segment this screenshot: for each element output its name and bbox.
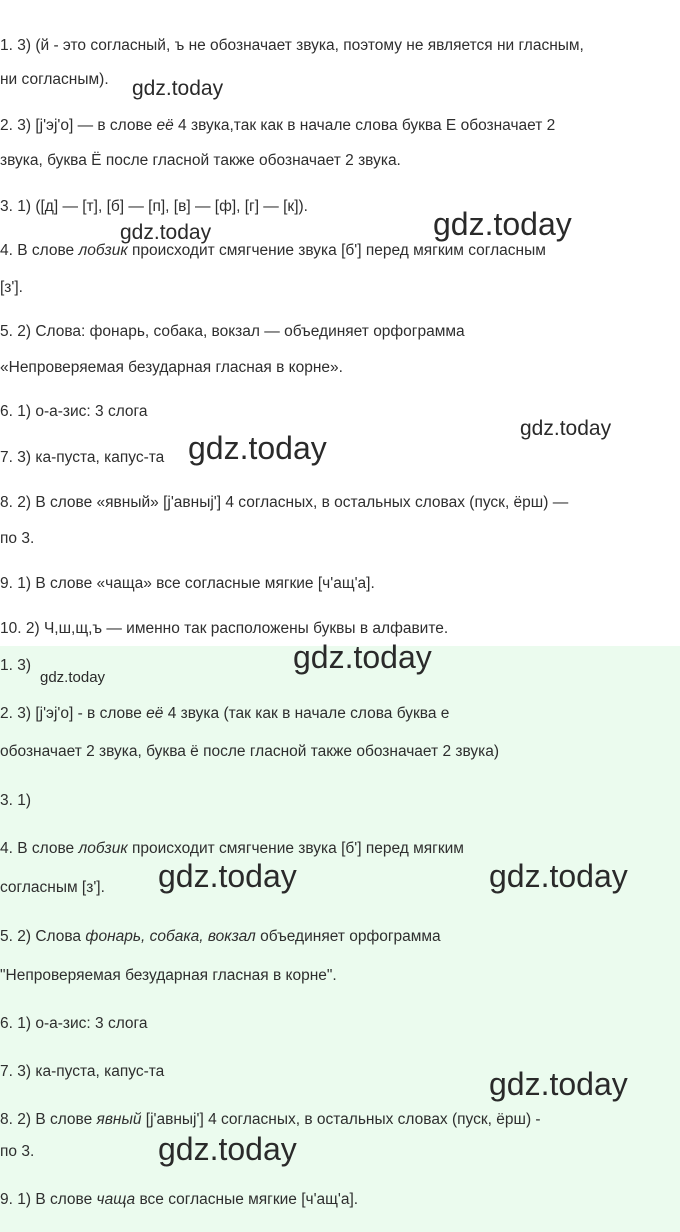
watermark: gdz.today (158, 1131, 297, 1167)
answer-2-line-2: обозначает 2 звука, буква ё после гласной также обозначает 2 звука) (0, 743, 500, 760)
answer-7-line-1: 7. 3) ка-пуста, капус-та (0, 449, 165, 466)
answer-2-line-1 (0, 116, 555, 136)
answer-1-line-1: 1. 3) (0, 657, 32, 674)
answer-5-line-1: 5. 2) Слова: фонарь, собака, вокзал — объединяет орфограмма (0, 323, 465, 340)
watermark: gdz.today (520, 417, 612, 440)
answer-4-line-2: [з']. (0, 279, 23, 296)
answer-9-text-a: 9. 1) В слове (0, 1191, 97, 1208)
answer-4-text-a: 4. В слове (0, 840, 79, 857)
answer-6-line-1: 6. 1) о-а-зис: 3 слога (0, 1015, 148, 1032)
answer-8-line-2: по 3. (0, 1143, 35, 1160)
answer-3-line-1: 3. 1) (0, 792, 32, 809)
answer-2-line-1 (0, 704, 449, 724)
answer-2-text-a: 2. 3) [j'эj'о] — в слове (0, 117, 157, 134)
answer-4-word-lobzik: лобзик (78, 242, 128, 259)
answer-3-line-1: 3. 1) ([д] — [т], [б] — [п], [в] — [ф], [г] — [к]). (0, 198, 308, 215)
answer-5-line-2: «Непроверяемая безударная гласная в корне». (0, 359, 343, 376)
answer-2-word-ee: её (146, 705, 164, 722)
answer-1-line-1: 1. 3) (й - это согласный, ъ не обозначает звука, поэтому не является ни гласным, (0, 37, 584, 54)
answer-5-line-1 (0, 927, 441, 947)
answer-10-line-1: 10. 2) Ч,ш,щ,ъ — именно так расположены буквы в алфавите. (0, 620, 449, 637)
answer-9-line-1 (0, 1190, 358, 1210)
answer-2-line-2: звука, буква Ё после гласной также обозначает 2 звука. (0, 152, 401, 169)
watermark: gdz.today (293, 639, 432, 675)
answer-4-text-a: 4. В слове (0, 242, 79, 259)
answer-8-word-yavny: явный (96, 1111, 142, 1128)
answer-5-words: фонарь, собака, вокзал (85, 928, 256, 945)
watermark: gdz.today (188, 430, 327, 466)
answer-9-word-chascha: чаща (96, 1191, 136, 1208)
answer-8-text-a: 8. 2) В слове (0, 1111, 97, 1128)
answer-5-text-b: объединяет орфограмма (255, 928, 441, 945)
watermark: gdz.today (433, 206, 572, 242)
answer-8-line-1: 8. 2) В слове «явный» [j'авныj'] 4 согласных, в остальных словах (пуск, ёрш) — (0, 494, 569, 511)
answer-5-line-2: "Непроверяемая безударная гласная в корне". (0, 967, 337, 984)
answer-4-text-b: происходит смягчение звука [б'] перед мягким (127, 840, 464, 857)
answer-8-line-1 (0, 1110, 541, 1130)
answer-6-line-1: 6. 1) о-а-зис: 3 слога (0, 403, 148, 420)
answer-7-line-1: 7. 3) ка-пуста, капус-та (0, 1063, 165, 1080)
answer-2-text-a: 2. 3) [j'эj'о] - в слове (0, 705, 147, 722)
watermark: gdz.today (158, 858, 297, 894)
answer-8-text-b: [j'авныj'] 4 согласных, в остальных словах (пуск, ёрш) - (141, 1111, 541, 1128)
answer-2-word-ee: её (156, 117, 174, 134)
answer-4-line-1 (0, 241, 546, 261)
answer-4-line-1 (0, 839, 464, 859)
watermark: gdz.today (489, 858, 628, 894)
answer-1-line-2: ни согласным). (0, 71, 109, 88)
answer-9-line-1: 9. 1) В слове «чаща» все согласные мягкие [ч'ащ'а]. (0, 575, 375, 592)
answer-4-line-2: согласным [з']. (0, 879, 105, 896)
watermark: gdz.today (40, 669, 106, 686)
watermark: gdz.today (132, 77, 224, 100)
answer-5-text-a: 5. 2) Слова (0, 928, 86, 945)
answer-9-text-b: все согласные мягкие [ч'ащ'а]. (135, 1191, 359, 1208)
answers-section-2 (0, 646, 680, 1232)
watermark: gdz.today (120, 221, 212, 244)
watermark: gdz.today (489, 1066, 628, 1102)
answer-8-line-2: по 3. (0, 530, 35, 547)
answer-2-text-b: 4 звука (так как в начале слова буква е (163, 705, 450, 722)
answer-4-text-b: происходит смягчение звука [б'] перед мягким согласным (127, 242, 546, 259)
answer-2-text-b: 4 звука,так как в начале слова буква Е обозначает 2 (173, 117, 556, 134)
answer-4-word-lobzik: лобзик (78, 840, 128, 857)
